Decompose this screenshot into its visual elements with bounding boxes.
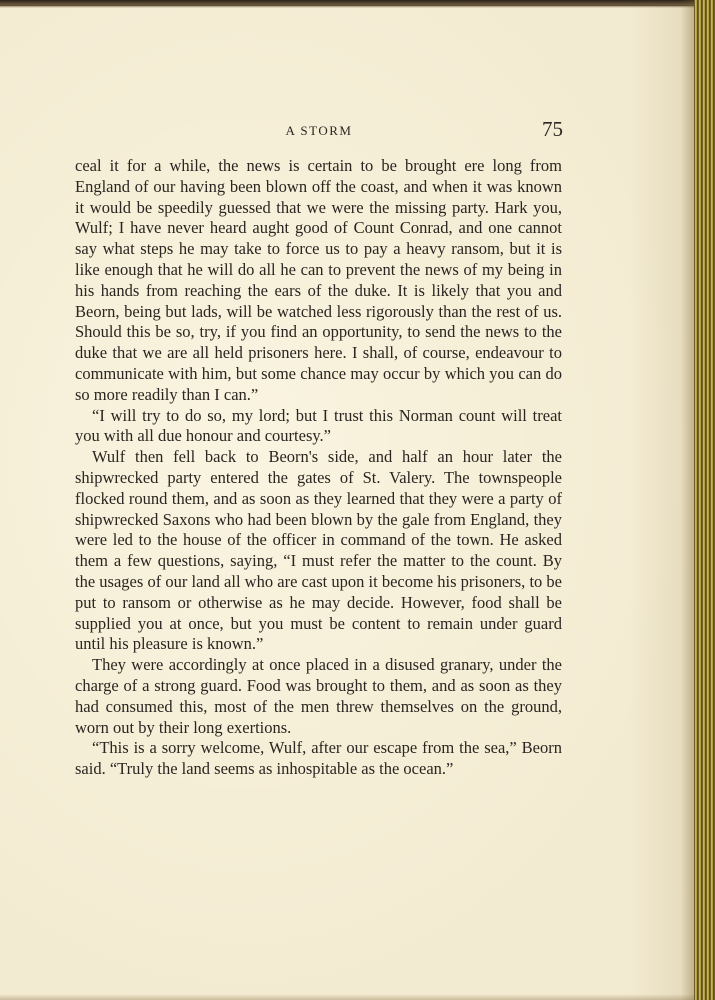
paragraph: “This is a sorry welcome, Wulf, after our escape from the sea,” Beorn said. “Truly the land seems as inhospitable as the ocean.”: [75, 738, 562, 779]
running-title: A STORM: [285, 123, 353, 138]
body-text: [75, 156, 562, 780]
page-bottom-edge: [0, 994, 700, 1000]
page-number: 75: [542, 117, 563, 141]
gutter-shadow: [681, 0, 695, 1000]
page-top-shadow: [0, 0, 715, 8]
paragraph: “I will try to do so, my lord; but I trust this Norman count will treat you with all due honour and courtesy.”: [75, 405, 562, 446]
book-page: [0, 6, 700, 1000]
page-header: [75, 119, 563, 143]
paragraph: They were accordingly at once placed in a disused granary, under the charge of a strong guard. Food was brought to them, and as soon as they had consumed this, most of the men threw themselves on the ground, worn out by their long exertions.: [75, 655, 562, 737]
paragraph: Wulf then fell back to Beorn's side, and half an hour later the shipwrecked party entered the gates of St. Valery. The townspeople flocked round them, and as soon as they learned that they were a party of shipwrecked Saxons who had been blown by the gale from England, they were led to the house of the officer in command of the town. He asked them a few questions, saying, “I must refer the matter to the count. By the usages of our land all who are cast upon it become his prisoners, to be put to ransom or otherwise as he may decide. However, food shall be supplied you at once, but you must be content to remain under guard until his pleasure is known.”: [75, 447, 562, 654]
paragraph: ceal it for a while, the news is certain to be brought ere long from England of our having been blown off the coast, and when it was known it would be speedily guessed that we were the missing party. Hark you, Wulf; I have never heard aught good of Count Conrad, and one cannot say what steps he may take to force us to pay a heavy ransom, but it is like enough that he will do all he can to prevent the news of my being in his hands from reaching the ears of the duke. It is likely that you and Beorn, being but lads, will be watched less rigorously than the rest of us. Should this be so, try, if you find an opportunity, to send the news to the duke that we are all held prisoners here. I shall, of course, endeavour to communicate with him, but some chance may occur by which you can do so more readily than I can.”: [75, 156, 562, 404]
book-spine-edge: [694, 0, 715, 1000]
